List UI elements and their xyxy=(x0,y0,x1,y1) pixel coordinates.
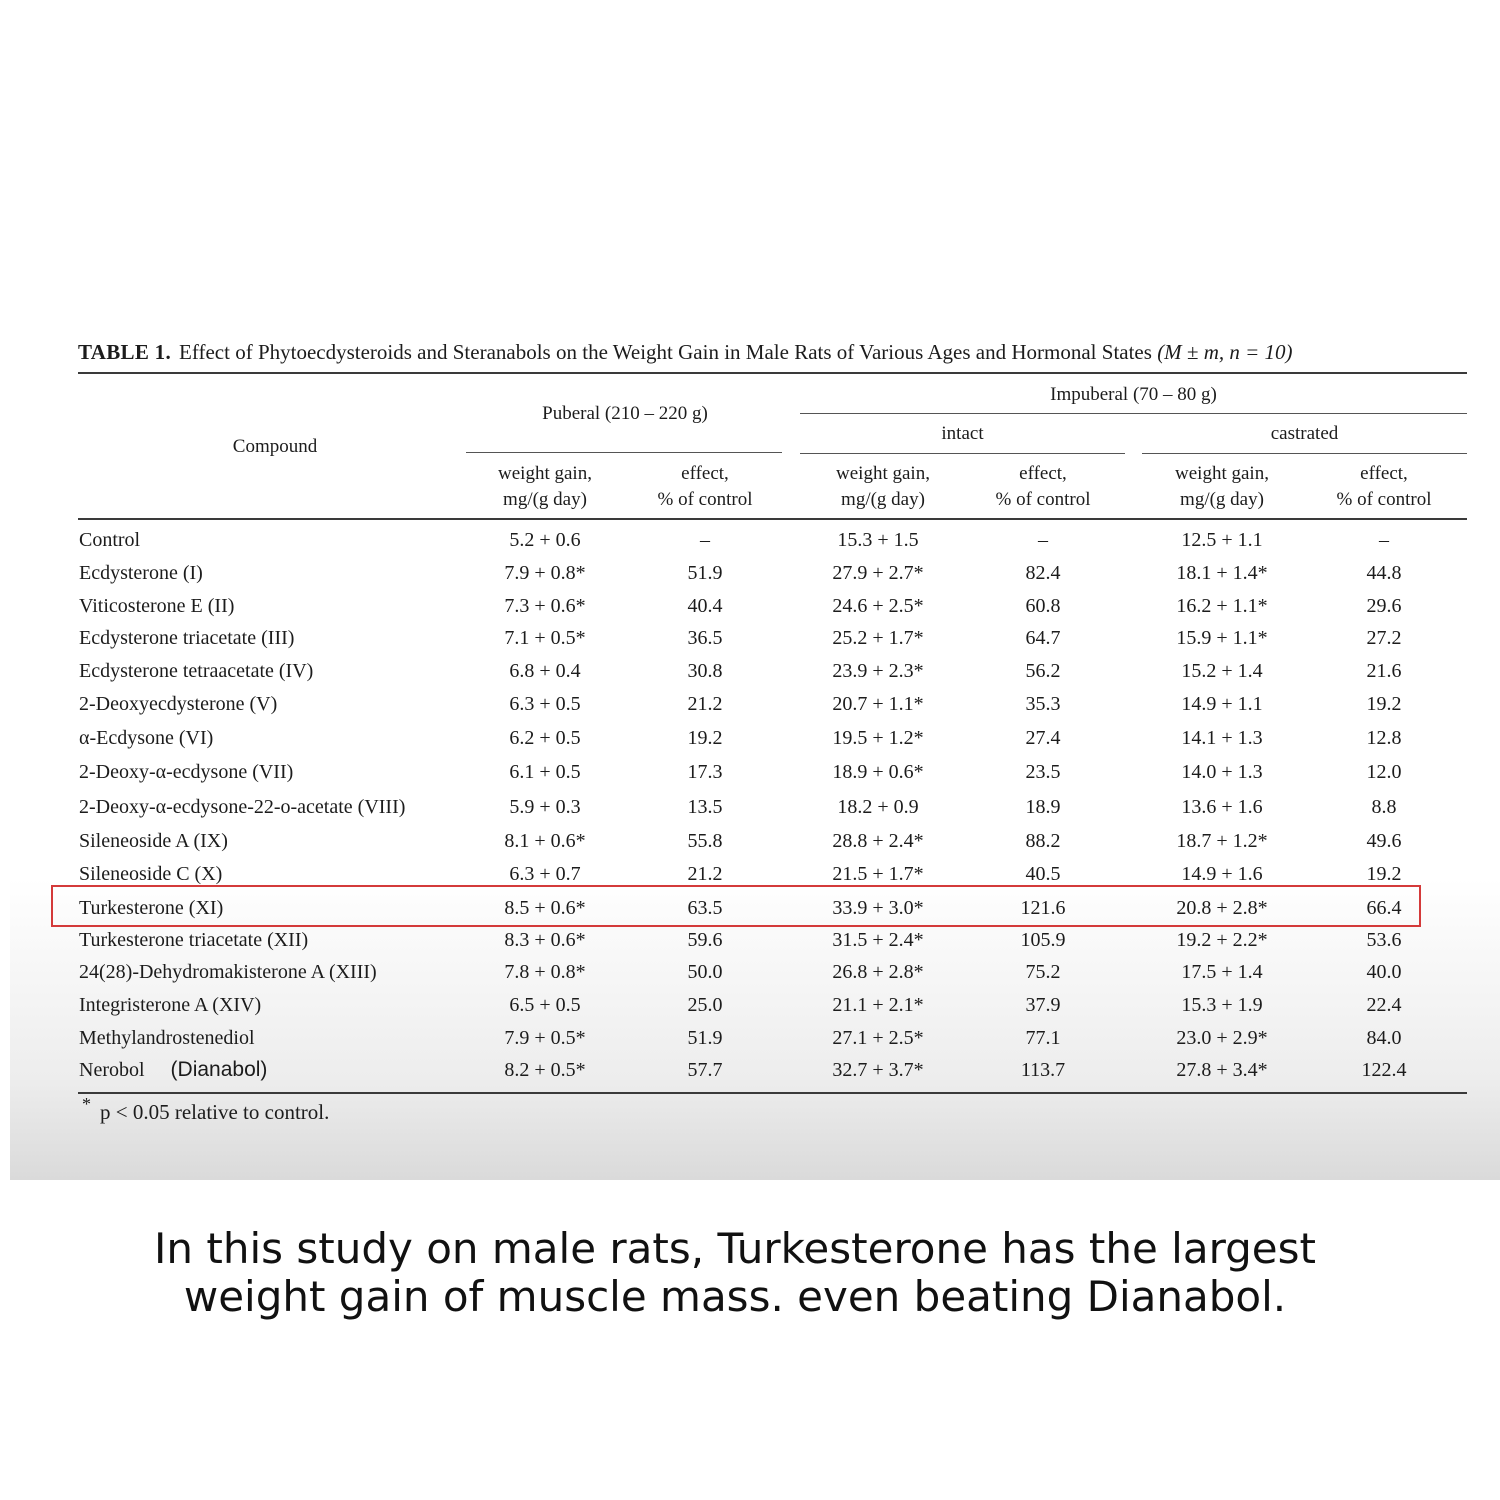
cell-cas-wg: 23.0 + 2.9* xyxy=(1176,1027,1268,1049)
cell-int-eff: 121.6 xyxy=(1020,897,1066,919)
cell-int-wg: 19.5 + 1.2* xyxy=(832,727,924,749)
table-label: TABLE 1. xyxy=(78,340,172,364)
header-weight-gain-castrated: weight gain, mg/(g day) xyxy=(1175,463,1269,510)
cell-pub-wg: 7.3 + 0.6* xyxy=(504,595,586,617)
cell-int-eff: 113.7 xyxy=(1020,1059,1066,1081)
cell-pub-eff: 17.3 xyxy=(687,761,723,783)
table-row xyxy=(0,825,1500,857)
cell-int-eff: 37.9 xyxy=(1025,994,1061,1016)
cell-int-wg: 24.6 + 2.5* xyxy=(832,595,924,617)
cell-cas-wg: 18.1 + 1.4* xyxy=(1176,562,1268,584)
bottom-rule xyxy=(78,1092,1467,1094)
cell-int-eff: 18.9 xyxy=(1025,796,1061,818)
cell-int-wg: 15.3 + 1.5 xyxy=(837,529,919,551)
intact-rule xyxy=(800,453,1125,454)
cell-int-wg: 23.9 + 2.3* xyxy=(832,660,924,682)
cell-pub-eff: – xyxy=(700,529,710,551)
cell-int-eff: 105.9 xyxy=(1020,929,1066,951)
cell-cas-eff: – xyxy=(1379,529,1389,551)
cell-pub-eff: 21.2 xyxy=(687,693,723,715)
table-row xyxy=(0,756,1500,788)
header-weight-gain-puberal: weight gain, mg/(g day) xyxy=(498,463,592,510)
cell-int-eff: 60.8 xyxy=(1025,595,1061,617)
cell-int-wg: 31.5 + 2.4* xyxy=(832,929,924,951)
cell-pub-eff: 19.2 xyxy=(687,727,723,749)
impuberal-rule xyxy=(800,413,1467,414)
cell-pub-eff: 55.8 xyxy=(687,830,723,852)
cell-int-wg: 20.7 + 1.1* xyxy=(832,693,924,715)
cell-pub-eff: 13.5 xyxy=(687,796,723,818)
cell-cas-eff: 12.8 xyxy=(1366,727,1402,749)
cell-pub-wg: 7.9 + 0.8* xyxy=(504,562,586,584)
cell-pub-wg: 7.1 + 0.5* xyxy=(504,627,586,649)
table-row xyxy=(0,722,1500,754)
table-row xyxy=(0,590,1500,622)
cell-int-eff: 88.2 xyxy=(1025,830,1061,852)
footnote-text: p < 0.05 relative to control. xyxy=(100,1100,330,1124)
cell-name: 2-Deoxy-α-ecdysone (VII) xyxy=(79,761,294,783)
table-row xyxy=(0,989,1500,1021)
cell-cas-wg: 14.9 + 1.6 xyxy=(1181,863,1263,885)
table-row xyxy=(0,924,1500,956)
cell-int-eff: 56.2 xyxy=(1025,660,1061,682)
table-title: Effect of Phytoecdysteroids and Steranabols on the Weight Gain in Male Rats of Various Ages and Hormonal States xyxy=(179,340,1152,364)
cell-cas-wg: 14.9 + 1.1 xyxy=(1181,693,1263,715)
cell-pub-wg: 6.8 + 0.4 xyxy=(509,660,581,682)
cell-cas-wg: 14.0 + 1.3 xyxy=(1181,761,1263,783)
cell-cas-wg: 14.1 + 1.3 xyxy=(1181,727,1263,749)
cell-name: Turkesterone triacetate (XII) xyxy=(79,929,309,951)
cell-pub-wg: 5.9 + 0.3 xyxy=(509,796,581,818)
cell-name: Sileneoside C (X) xyxy=(79,863,223,885)
cell-name: α-Ecdysone (VI) xyxy=(79,727,214,749)
cell-pub-wg: 6.5 + 0.5 xyxy=(509,994,581,1016)
cell-cas-eff: 27.2 xyxy=(1366,627,1402,649)
cell-note: (Dianabol) xyxy=(170,1058,268,1081)
cell-int-wg: 18.2 + 0.9 xyxy=(837,796,919,818)
table-row xyxy=(0,1022,1500,1054)
cell-name: 2-Deoxyecdysterone (V) xyxy=(79,693,278,715)
header-rule xyxy=(78,518,1467,520)
cell-cas-eff: 44.8 xyxy=(1366,562,1402,584)
cell-name: Ecdysterone tetraacetate (IV) xyxy=(79,660,314,682)
cell-cas-eff: 19.2 xyxy=(1366,863,1402,885)
cell-name xyxy=(79,1054,267,1086)
cell-int-wg: 27.1 + 2.5* xyxy=(832,1027,924,1049)
header-puberal: Puberal (210 – 220 g) xyxy=(542,403,708,424)
header-effect-castrated: effect, % of control xyxy=(1336,463,1432,510)
cell-pub-wg: 8.3 + 0.6* xyxy=(504,929,586,951)
cell-pub-wg: 8.1 + 0.6* xyxy=(504,830,586,852)
cell-pub-eff: 21.2 xyxy=(687,863,723,885)
header-impuberal: Impuberal (70 – 80 g) xyxy=(1050,384,1217,405)
cell-name: Ecdysterone (I) xyxy=(79,562,203,584)
cell-cas-wg: 13.6 + 1.6 xyxy=(1181,796,1263,818)
cell-cas-eff: 84.0 xyxy=(1366,1027,1402,1049)
cell-cas-eff: 21.6 xyxy=(1366,660,1402,682)
cell-pub-wg: 7.9 + 0.5* xyxy=(504,1027,586,1049)
cell-cas-eff: 19.2 xyxy=(1366,693,1402,715)
header-effect-puberal: effect, % of control xyxy=(657,463,753,510)
cell-name: Viticosterone E (II) xyxy=(79,595,235,617)
cell-name: Ecdysterone triacetate (III) xyxy=(79,627,295,649)
cell-cas-wg: 15.9 + 1.1* xyxy=(1176,627,1268,649)
cell-cas-wg: 15.2 + 1.4 xyxy=(1181,660,1263,682)
cell-cas-eff: 40.0 xyxy=(1366,961,1402,983)
table-stat: (M ± m, n = 10) xyxy=(1157,340,1293,364)
cell-cas-wg: 16.2 + 1.1* xyxy=(1176,595,1268,617)
cell-pub-eff: 59.6 xyxy=(687,929,723,951)
top-rule xyxy=(78,372,1467,374)
cell-cas-wg: 18.7 + 1.2* xyxy=(1176,830,1268,852)
table-row xyxy=(0,791,1500,823)
cell-int-eff: 35.3 xyxy=(1025,693,1061,715)
cell-name: Control xyxy=(79,529,141,551)
cell-name: 2-Deoxy-α-ecdysone-22-o-acetate (VIII) xyxy=(79,796,406,818)
footnote-marker: * xyxy=(82,1094,91,1114)
puberal-rule xyxy=(466,452,782,453)
cell-cas-wg: 15.3 + 1.9 xyxy=(1181,994,1263,1016)
header-effect-intact: effect, % of control xyxy=(995,463,1091,510)
table-caption xyxy=(78,340,1478,365)
cell-name: Integristerone A (XIV) xyxy=(79,994,262,1016)
cell-pub-wg: 6.1 + 0.5 xyxy=(509,761,581,783)
cell-int-wg: 33.9 + 3.0* xyxy=(832,897,924,919)
cell-pub-wg: 5.2 + 0.6 xyxy=(509,529,581,551)
cell-name: Sileneoside A (IX) xyxy=(79,830,228,852)
cell-pub-wg: 7.8 + 0.8* xyxy=(504,961,586,983)
cell-cas-eff: 53.6 xyxy=(1366,929,1402,951)
cell-cas-wg: 19.2 + 2.2* xyxy=(1176,929,1268,951)
cell-cas-wg: 27.8 + 3.4* xyxy=(1176,1059,1268,1081)
cell-pub-eff: 40.4 xyxy=(687,595,723,617)
cell-int-wg: 21.5 + 1.7* xyxy=(832,863,924,885)
castrated-rule xyxy=(1142,453,1467,454)
header-weight-gain-intact: weight gain, mg/(g day) xyxy=(836,463,930,510)
table-row xyxy=(0,1054,1500,1086)
cell-pub-eff: 36.5 xyxy=(687,627,723,649)
cell-cas-wg: 12.5 + 1.1 xyxy=(1181,529,1263,551)
cell-int-wg: 18.9 + 0.6* xyxy=(832,761,924,783)
cell-int-eff: 77.1 xyxy=(1025,1027,1061,1049)
cell-cas-eff: 22.4 xyxy=(1366,994,1402,1016)
table-row xyxy=(0,622,1500,654)
cell-int-eff: – xyxy=(1038,529,1048,551)
cell-pub-wg: 6.3 + 0.7 xyxy=(509,863,581,885)
header-compound: Compound xyxy=(232,436,318,457)
cell-int-eff: 82.4 xyxy=(1025,562,1061,584)
header-castrated: castrated xyxy=(1270,423,1339,444)
table-row xyxy=(0,956,1500,988)
cell-pub-eff: 63.5 xyxy=(687,897,723,919)
turkesterone-highlight-box xyxy=(51,885,1421,927)
cell-int-eff: 40.5 xyxy=(1025,863,1061,885)
cell-pub-eff: 57.7 xyxy=(687,1059,723,1081)
cell-pub-wg: 6.2 + 0.5 xyxy=(509,727,581,749)
cell-int-wg: 27.9 + 2.7* xyxy=(832,562,924,584)
cell-pub-eff: 25.0 xyxy=(687,994,723,1016)
cell-cas-eff: 66.4 xyxy=(1366,897,1402,919)
cell-int-wg: 26.8 + 2.8* xyxy=(832,961,924,983)
cell-pub-eff: 30.8 xyxy=(687,660,723,682)
cell-int-eff: 64.7 xyxy=(1025,627,1061,649)
cell-pub-wg: 8.2 + 0.5* xyxy=(504,1059,586,1081)
cell-cas-eff: 49.6 xyxy=(1366,830,1402,852)
cell-name: Methylandrostenediol xyxy=(79,1027,255,1049)
cell-pub-eff: 50.0 xyxy=(687,961,723,983)
caption-line-2: weight gain of muscle mass. even beating Dianabol. xyxy=(183,1272,1287,1321)
cell-int-eff: 75.2 xyxy=(1025,961,1061,983)
cell-pub-eff: 51.9 xyxy=(687,562,723,584)
cell-cas-eff: 122.4 xyxy=(1361,1059,1407,1081)
bottom-caption xyxy=(0,1225,1470,1321)
cell-int-wg: 32.7 + 3.7* xyxy=(832,1059,924,1081)
header-intact: intact xyxy=(941,423,984,444)
table-row xyxy=(0,557,1500,589)
cell-pub-wg: 6.3 + 0.5 xyxy=(509,693,581,715)
table-row xyxy=(0,655,1500,687)
cell-pub-wg: 8.5 + 0.6* xyxy=(504,897,586,919)
table-row xyxy=(0,688,1500,720)
cell-int-wg: 28.8 + 2.4* xyxy=(832,830,924,852)
cell-name-text: Nerobol xyxy=(79,1059,145,1081)
cell-int-eff: 27.4 xyxy=(1025,727,1061,749)
cell-cas-eff: 12.0 xyxy=(1366,761,1402,783)
footnote xyxy=(82,1094,330,1125)
cell-cas-eff: 29.6 xyxy=(1366,595,1402,617)
caption-line-1: In this study on male rats, Turkesterone has the largest xyxy=(154,1224,1316,1273)
cell-cas-wg: 17.5 + 1.4 xyxy=(1181,961,1263,983)
cell-int-eff: 23.5 xyxy=(1025,761,1061,783)
cell-cas-wg: 20.8 + 2.8* xyxy=(1176,897,1268,919)
table-row xyxy=(0,524,1500,556)
cell-int-wg: 25.2 + 1.7* xyxy=(832,627,924,649)
cell-name: 24(28)-Dehydromakisterone A (XIII) xyxy=(79,961,377,983)
cell-name: Turkesterone (XI) xyxy=(79,897,224,919)
cell-pub-eff: 51.9 xyxy=(687,1027,723,1049)
cell-int-wg: 21.1 + 2.1* xyxy=(832,994,924,1016)
cell-cas-eff: 8.8 xyxy=(1371,796,1397,818)
